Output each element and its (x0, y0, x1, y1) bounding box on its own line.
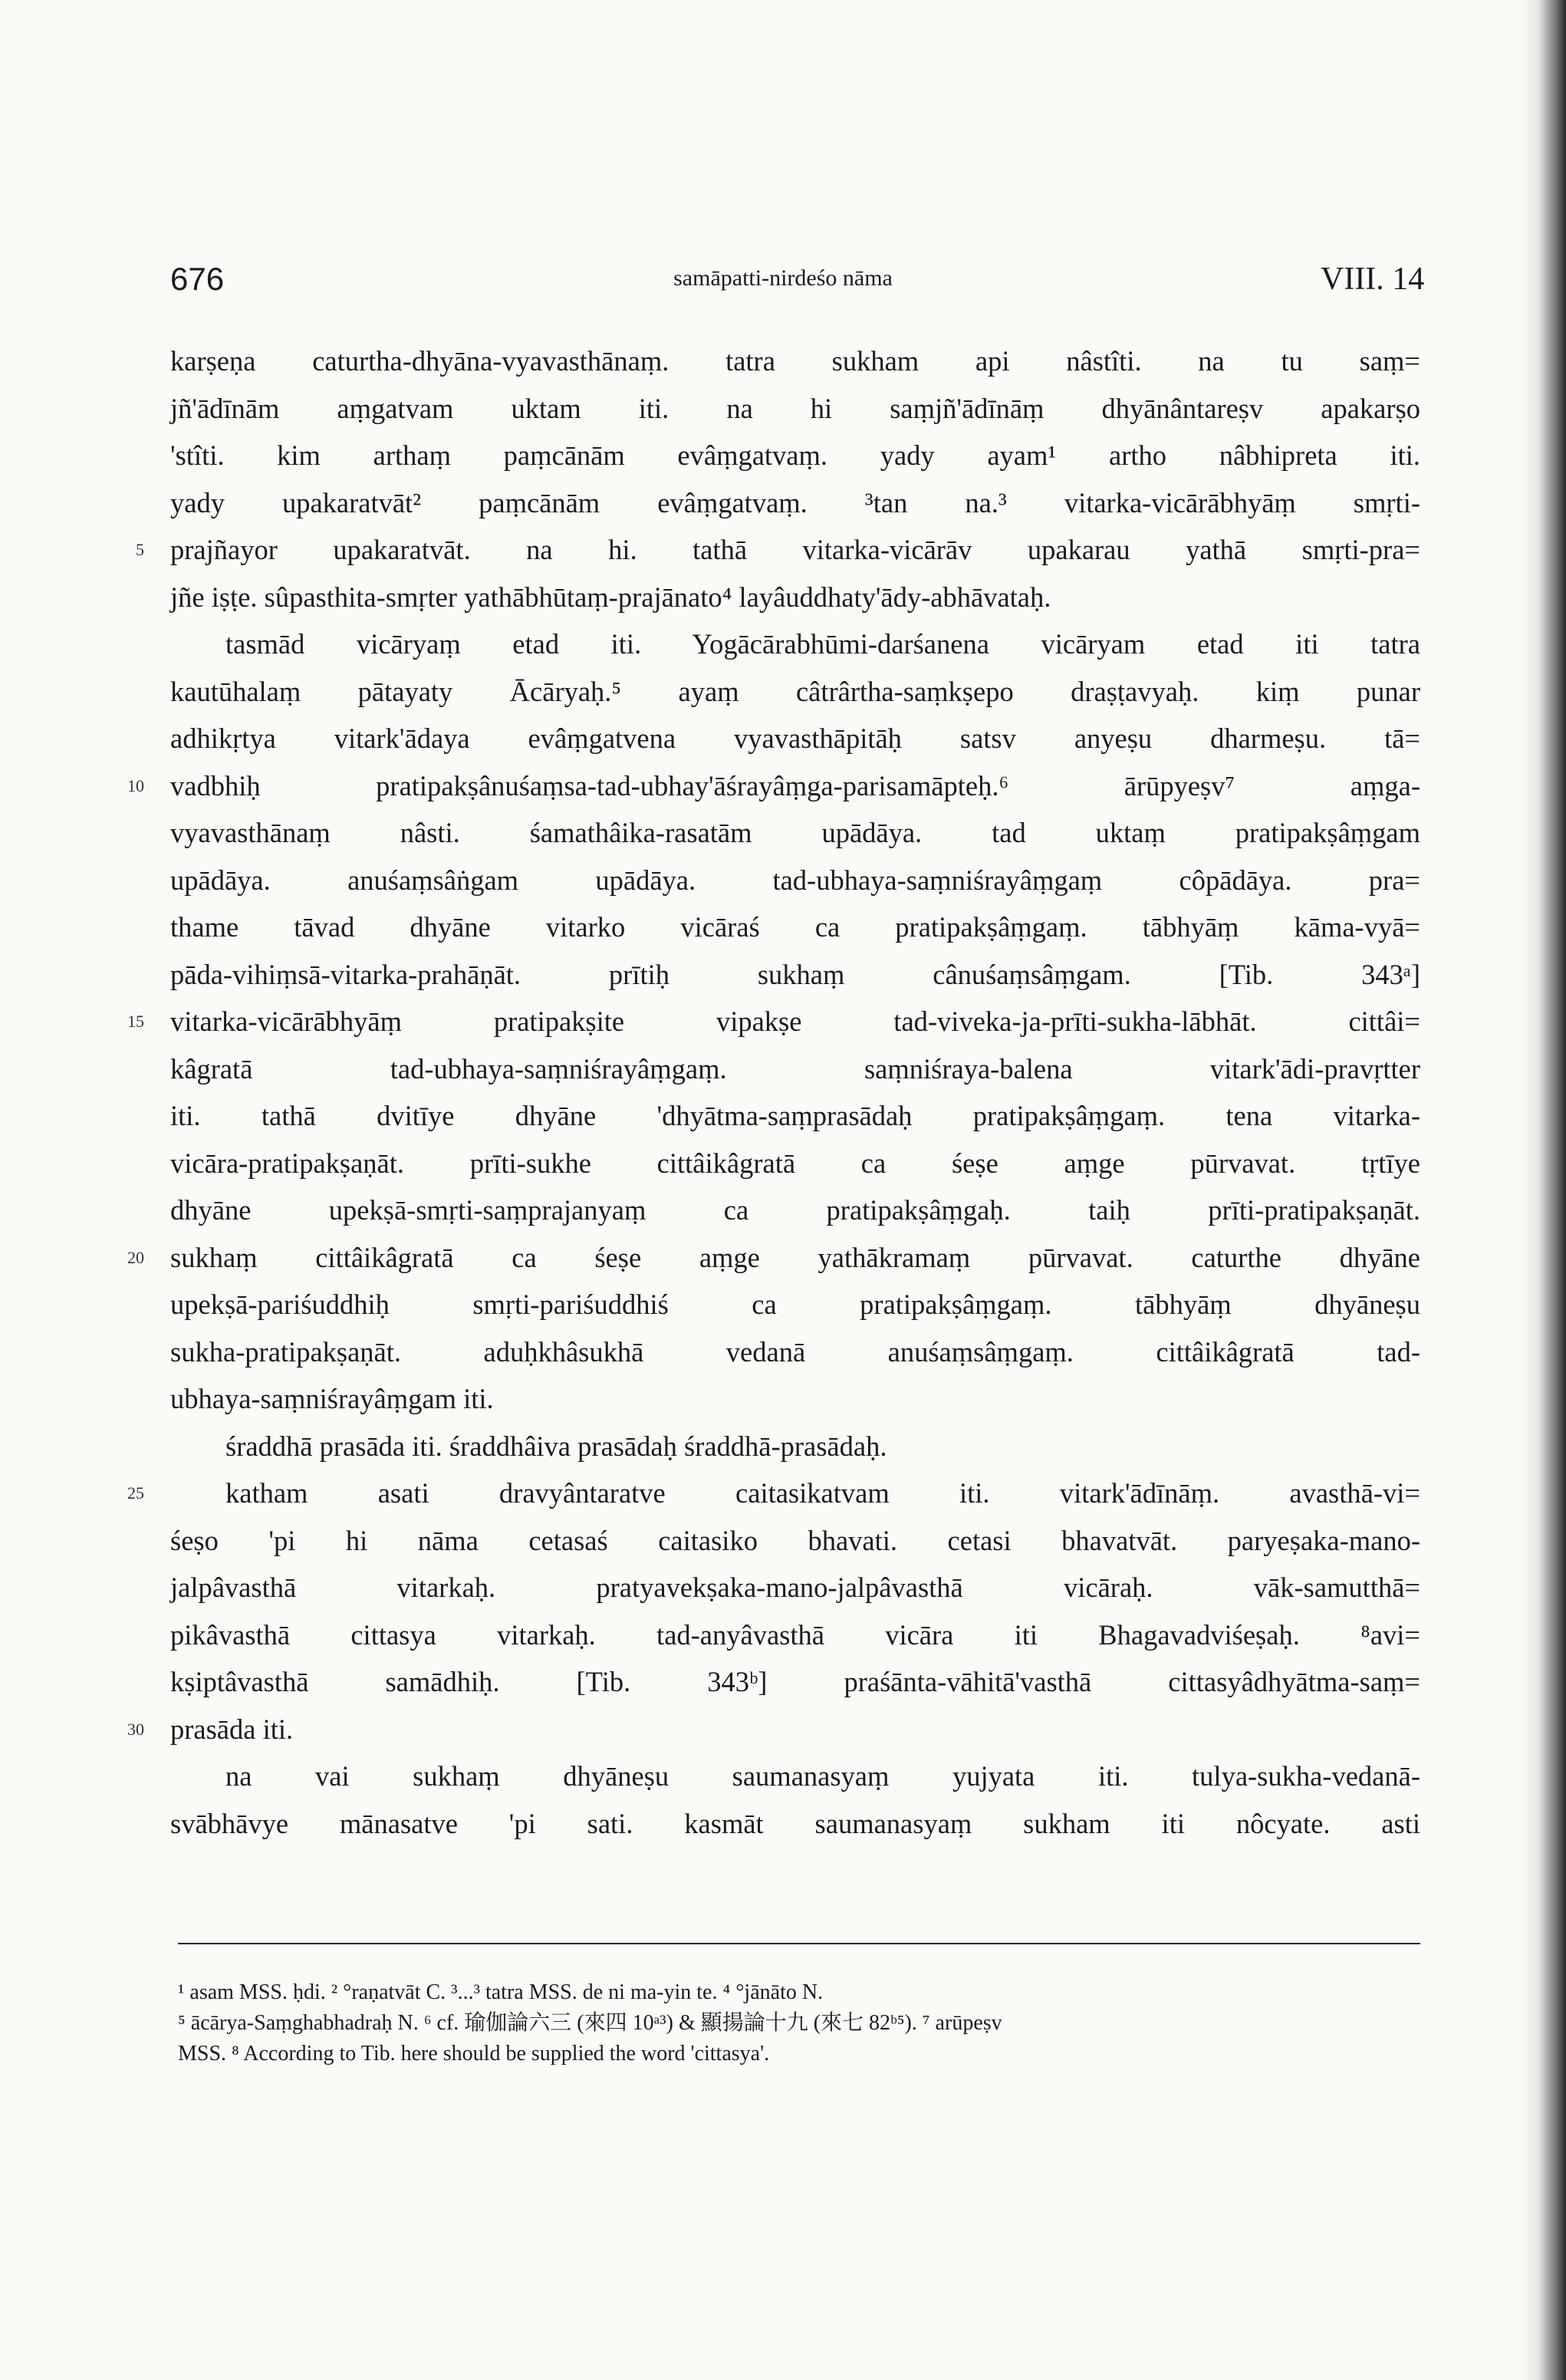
line-text: śeṣo 'pi hi nāma cetasaś caitasiko bhavati. cetasi bhavatvāt. paryeṣaka-mano- (170, 1524, 1420, 1556)
line-text: na vai sukhaṃ dhyāneṣu saumanasyaṃ yujyata iti. tulya-sukha-vedanā- (225, 1760, 1420, 1792)
text-line (170, 1423, 1420, 1470)
text-line (127, 1470, 1420, 1517)
line-number: 20 (127, 1247, 144, 1267)
line-text: vitarka-vicārābhyāṃ pratipakṣite vipakṣe tad-viveka-ja-prīti-sukha-lābhāt. cittâi= (170, 1006, 1420, 1037)
line-text: upekṣā-pariśuddhiḥ smṛti-pariśuddhiś ca pratipakṣâṃgaṃ. tābhyāṃ dhyāneṣu (170, 1289, 1420, 1320)
text-line (170, 1658, 1420, 1706)
page-number: 676 (170, 261, 225, 297)
text-line (170, 715, 1420, 762)
line-number: 30 (127, 1719, 144, 1739)
line-text: iti. tathā dvitīye dhyāne 'dhyātma-saṃprasādaḥ pratipakṣâṃgaṃ. tena vitarka- (170, 1100, 1420, 1131)
line-text: jñe iṣṭe. sûpasthita-smṛter yathābhūtaṃ-prajānato⁴ layâuddhaty'ādy-abhāvataḥ. (170, 581, 1051, 613)
footnote-line: ⁵ ācārya-Saṃghabhadraḥ N. ⁶ cf. 瑜伽論六三 (來四 10ᵃ³) & 顯揚論十九 (來七 82ᵇ⁵). ⁷ arūpeṣv (178, 2011, 1002, 2035)
line-text: yady upakaratvāt² paṃcānām evâṃgatvaṃ. ³tan na.³ vitarka-vicārābhyāṃ smṛti- (170, 486, 1420, 518)
line-text: prajñayor upakaratvāt. na hi. tathā vitarka-vicārāv upakarau yathā smṛti-pra= (170, 534, 1420, 565)
text-line (170, 1328, 1420, 1376)
line-text: sukha-pratipakṣaṇāt. aduḥkhâsukhā vedanā anuśaṃsâṃgaṃ. cittâikâgratā tad- (170, 1335, 1420, 1368)
running-title: samāpatti-nirdeśo nāma (673, 265, 893, 291)
line-text: jalpâvasthā vitarkaḥ. pratyavekṣaka-mano-jalpâvasthā vicāraḥ. vāk-samutthā= (170, 1572, 1420, 1603)
text-line (170, 1517, 1420, 1565)
text-line (170, 904, 1420, 951)
text-line (127, 1234, 1420, 1282)
footnotes (178, 1977, 1420, 2069)
line-text: dhyāne upekṣā-smṛti-saṃprajanyaṃ ca pratipakṣâṃgaḥ. taiḥ prīti-pratipakṣaṇāt. (170, 1194, 1420, 1226)
text-line (127, 762, 1420, 810)
line-text: vicāra-pratipakṣaṇāt. prīti-sukhe cittâikâgratā ca śeṣe aṃge pūrvavat. tṛtīye (170, 1147, 1420, 1179)
text-line (170, 1281, 1420, 1328)
line-text: pikâvasthā cittasya vitarkaḥ. tad-anyâvasthā vicāra iti Bhagavadviśeṣaḥ. ⁸avi= (170, 1618, 1420, 1651)
text-line (127, 998, 1420, 1045)
footnote-line: ¹ asam MSS. ḥdi. ² °raṇatvāt C. ³...³ tatra MSS. de ni ma-yin te. ⁴ °jānāto N. (178, 1980, 824, 2004)
line-text: vadbhiḥ pratipakṣânuśaṃsa-tad-ubhay'āśrayâṃga-parisamāpteḥ.⁶ ārūpyeṣv⁷ aṃga- (170, 769, 1420, 802)
text-line (170, 1611, 1420, 1659)
line-text: karṣeṇa caturtha-dhyāna-vyavasthānaṃ. tatra sukham api nâstîti. na tu saṃ= (170, 345, 1420, 377)
line-text: kṣiptâvasthā samādhiḥ. [Tib. 343ᵇ] praśānta-vāhitā'vasthā cittasyâdhyātma-saṃ= (170, 1666, 1420, 1697)
text-line (170, 337, 1420, 385)
line-number: 5 (136, 540, 144, 559)
line-text: kautūhalaṃ pātayaty Ācāryaḥ.⁵ ayaṃ câtrârtha-saṃkṣepo draṣṭavyaḥ. kiṃ punar (170, 675, 1420, 707)
line-text: tasmād vicāryaṃ etad iti. Yogācārabhūmi-darśanena vicāryam etad iti tatra (225, 628, 1420, 660)
text-line (170, 621, 1420, 668)
text-line (170, 574, 1420, 621)
text-line (170, 668, 1420, 716)
text-line (170, 809, 1420, 857)
line-text: katham asati dravyântaratve caitasikatvam iti. vitark'ādīnāṃ. avasthā-vi= (225, 1477, 1420, 1509)
line-text: jñ'ādīnām aṃgatvam uktam iti. na hi saṃjñ'ādīnāṃ dhyānântareṣv apakarṣo (170, 392, 1420, 424)
text-line (170, 432, 1420, 479)
line-number: 10 (127, 775, 144, 795)
line-text: ubhaya-saṃniśrayâṃgam iti. (170, 1383, 494, 1414)
line-text: svābhāvye mānasatve 'pi sati. kasmāt saumanasyaṃ sukham iti nôcyate. asti (170, 1807, 1420, 1839)
footnote-line: MSS. ⁸ According to Tib. here should be supplied the word 'cittasya'. (178, 2042, 770, 2066)
text-line (170, 1375, 1420, 1423)
text-line (170, 1045, 1420, 1093)
section-reference: VIII. 14 (1321, 262, 1425, 297)
text-line (170, 1753, 1420, 1800)
text-line (170, 1564, 1420, 1611)
line-text: kâgratā tad-ubhaya-saṃniśrayâṃgaṃ. saṃniśraya-balena vitark'ādi-pravṛtter (170, 1052, 1420, 1085)
text-line (170, 1092, 1420, 1140)
text-line (170, 857, 1420, 904)
line-text: pāda-vihiṃsā-vitarka-prahāṇāt. prītiḥ sukhaṃ cânuśaṃsâṃgam. [Tib. 343ᵃ] (170, 958, 1420, 990)
line-text: upādāya. anuśaṃsâṅgam upādāya. tad-ubhaya-saṃniśrayâṃgaṃ côpādāya. pra= (170, 864, 1420, 896)
line-text: vyavasthānaṃ nâsti. śamathâika-rasatām upādāya. tad uktaṃ pratipakṣâṃgam (170, 817, 1420, 848)
text-line (136, 526, 1420, 574)
text-line (170, 1800, 1420, 1848)
text-line (170, 1187, 1420, 1234)
text-line (170, 1140, 1420, 1187)
line-text: prasāda iti. (170, 1713, 294, 1745)
line-text: thame tāvad dhyāne vitarko vicāraś ca pratipakṣâṃgaṃ. tābhyāṃ kāma-vyā= (170, 911, 1420, 943)
text-line (127, 1706, 1420, 1753)
line-number: 25 (127, 1483, 144, 1503)
line-text: 'stîti. kim arthaṃ paṃcānām evâṃgatvaṃ. yady ayam¹ artho nâbhipreta iti. (170, 439, 1420, 471)
line-text: śraddhā prasāda iti. śraddhâiva prasādaḥ śraddhā-prasādaḥ. (225, 1430, 887, 1462)
text-line (170, 385, 1420, 433)
main-text (127, 337, 1420, 1847)
text-line (170, 479, 1420, 527)
line-text: sukhaṃ cittâikâgratā ca śeṣe aṃge yathākramaṃ pūrvavat. caturthe dhyāne (170, 1241, 1420, 1273)
text-line (170, 951, 1420, 999)
footnote-rule (178, 1943, 1420, 1944)
page-header (0, 261, 1566, 307)
page-edge-shadow (1520, 0, 1566, 2380)
line-number: 15 (127, 1012, 144, 1031)
line-text: adhikṛtya vitark'ādaya evâṃgatvena vyavasthāpitāḥ satsv anyeṣu dharmeṣu. tā= (170, 723, 1420, 754)
